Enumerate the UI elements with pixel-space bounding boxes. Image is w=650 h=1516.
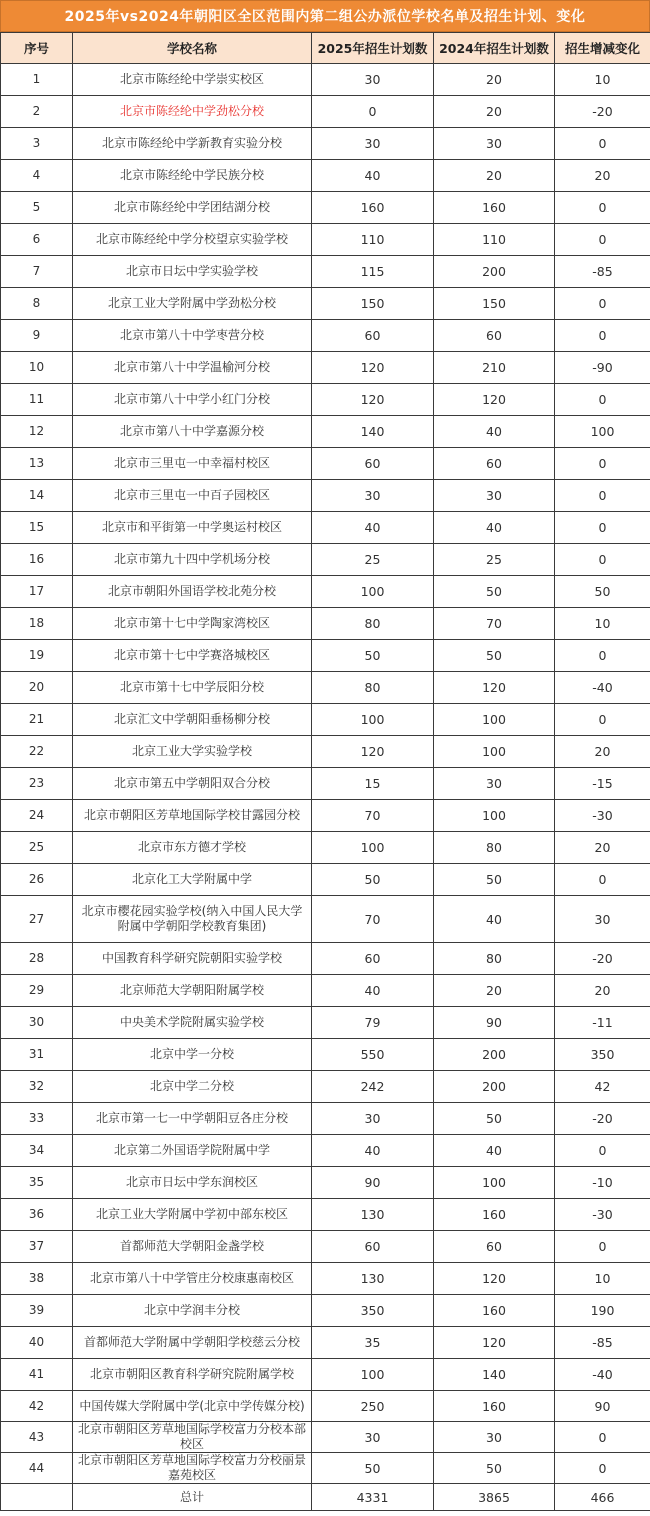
- row-plan-2025: 30: [312, 1422, 434, 1453]
- row-school-name: 首都师范大学朝阳金盏学校: [73, 1231, 312, 1263]
- row-index: 29: [1, 975, 73, 1007]
- row-school-name: 北京市第八十中学温榆河分校: [73, 352, 312, 384]
- table-title: 2025年vs2024年朝阳区全区范围内第二组公办派位学校名单及招生计划、变化: [0, 0, 650, 32]
- table-row: [1, 448, 650, 480]
- row-school-name: 北京工业大学附属中学劲松分校: [73, 288, 312, 320]
- row-index: 35: [1, 1167, 73, 1199]
- row-plan-2024: 160: [434, 1295, 555, 1327]
- row-plan-2024: 140: [434, 1359, 555, 1391]
- row-change: 0: [555, 224, 650, 256]
- table-row: [1, 975, 650, 1007]
- row-change: -20: [555, 96, 650, 128]
- table-row: [1, 1039, 650, 1071]
- row-school-name: 北京市陈经纶中学民族分校: [73, 160, 312, 192]
- row-school-name: 北京市朝阳区芳草地国际学校甘露园分校: [73, 800, 312, 832]
- row-plan-2024: 80: [434, 943, 555, 975]
- row-plan-2025: 120: [312, 352, 434, 384]
- row-change: 20: [555, 736, 650, 768]
- row-change: 0: [555, 320, 650, 352]
- row-school-name: 北京工业大学附属中学初中部东校区: [73, 1199, 312, 1231]
- row-plan-2024: 100: [434, 736, 555, 768]
- table-row: [1, 1071, 650, 1103]
- row-school-name: 北京第二外国语学院附属中学: [73, 1135, 312, 1167]
- row-plan-2024: 200: [434, 1039, 555, 1071]
- row-plan-2025: 30: [312, 64, 434, 96]
- row-index: 9: [1, 320, 73, 352]
- row-plan-2024: 50: [434, 576, 555, 608]
- row-school-name: 北京市第一七一中学朝阳豆各庄分校: [73, 1103, 312, 1135]
- row-plan-2025: 80: [312, 608, 434, 640]
- table-row: [1, 608, 650, 640]
- row-plan-2025: 50: [312, 1453, 434, 1484]
- row-school-name: 北京工业大学实验学校: [73, 736, 312, 768]
- header-plan-2025: 2025年招生计划数: [312, 33, 434, 64]
- table-row: [1, 704, 650, 736]
- row-school-name: 北京市和平街第一中学奥运村校区: [73, 512, 312, 544]
- row-school-name: 北京市朝阳区芳草地国际学校富力分校丽景嘉苑校区: [73, 1453, 312, 1484]
- row-change: 30: [555, 896, 650, 943]
- row-change: -10: [555, 1167, 650, 1199]
- row-school-name: 北京市第十七中学赛洛城校区: [73, 640, 312, 672]
- row-change: 20: [555, 160, 650, 192]
- row-school-name: 中国教育科学研究院朝阳实验学校: [73, 943, 312, 975]
- row-index: 13: [1, 448, 73, 480]
- row-plan-2024: 160: [434, 1391, 555, 1422]
- table-row: [1, 768, 650, 800]
- row-plan-2024: 90: [434, 1007, 555, 1039]
- row-change: -11: [555, 1007, 650, 1039]
- row-plan-2024: 50: [434, 1103, 555, 1135]
- row-index: 31: [1, 1039, 73, 1071]
- row-plan-2025: 140: [312, 416, 434, 448]
- total-2024: 3865: [434, 1484, 555, 1511]
- table-row: [1, 224, 650, 256]
- row-change: 10: [555, 1263, 650, 1295]
- table-row: [1, 1391, 650, 1422]
- row-change: -90: [555, 352, 650, 384]
- row-plan-2025: 60: [312, 943, 434, 975]
- row-change: -85: [555, 256, 650, 288]
- row-index: 15: [1, 512, 73, 544]
- table-row: [1, 512, 650, 544]
- table-row: [1, 672, 650, 704]
- row-school-name: 北京市日坛中学实验学校: [73, 256, 312, 288]
- row-plan-2024: 100: [434, 704, 555, 736]
- row-school-name: 北京市第八十中学枣营分校: [73, 320, 312, 352]
- row-index: 14: [1, 480, 73, 512]
- row-school-name: 北京市朝阳区芳草地国际学校富力分校本部校区: [73, 1422, 312, 1453]
- total-2025: 4331: [312, 1484, 434, 1511]
- row-plan-2024: 20: [434, 96, 555, 128]
- row-school-name: 北京市第八十中学小红门分校: [73, 384, 312, 416]
- row-index: 40: [1, 1327, 73, 1359]
- row-index: 16: [1, 544, 73, 576]
- row-plan-2024: 120: [434, 1263, 555, 1295]
- row-plan-2025: 25: [312, 544, 434, 576]
- table-row: [1, 1295, 650, 1327]
- row-plan-2024: 160: [434, 1199, 555, 1231]
- row-school-name: 首都师范大学附属中学朝阳学校慈云分校: [73, 1327, 312, 1359]
- row-plan-2024: 20: [434, 64, 555, 96]
- table-row: [1, 320, 650, 352]
- row-index: 27: [1, 896, 73, 943]
- row-index: 32: [1, 1071, 73, 1103]
- table-row: [1, 160, 650, 192]
- row-index: 36: [1, 1199, 73, 1231]
- table-row: [1, 384, 650, 416]
- row-plan-2024: 60: [434, 1231, 555, 1263]
- row-index: 17: [1, 576, 73, 608]
- header-index: 序号: [1, 33, 73, 64]
- row-plan-2024: 50: [434, 864, 555, 896]
- row-plan-2025: 30: [312, 1103, 434, 1135]
- table-row: [1, 943, 650, 975]
- row-plan-2025: 120: [312, 384, 434, 416]
- row-plan-2024: 40: [434, 512, 555, 544]
- table-row: [1, 1007, 650, 1039]
- row-change: -30: [555, 1199, 650, 1231]
- table-row: [1, 64, 650, 96]
- row-plan-2024: 80: [434, 832, 555, 864]
- row-index: 37: [1, 1231, 73, 1263]
- row-plan-2025: 60: [312, 320, 434, 352]
- row-index: 22: [1, 736, 73, 768]
- row-school-name: 北京市陈经纶中学分校望京实验学校: [73, 224, 312, 256]
- row-plan-2025: 40: [312, 975, 434, 1007]
- row-plan-2024: 100: [434, 800, 555, 832]
- row-index: 4: [1, 160, 73, 192]
- row-plan-2025: 15: [312, 768, 434, 800]
- table-row: [1, 1199, 650, 1231]
- row-plan-2025: 79: [312, 1007, 434, 1039]
- row-plan-2025: 30: [312, 128, 434, 160]
- enrollment-table: [0, 32, 650, 1511]
- row-plan-2025: 40: [312, 160, 434, 192]
- table-row: [1, 736, 650, 768]
- table-row: [1, 864, 650, 896]
- row-index: 11: [1, 384, 73, 416]
- table-row: [1, 576, 650, 608]
- row-change: 0: [555, 704, 650, 736]
- row-index: 33: [1, 1103, 73, 1135]
- row-school-name: 北京中学润丰分校: [73, 1295, 312, 1327]
- table-row: [1, 1135, 650, 1167]
- row-index: 10: [1, 352, 73, 384]
- row-school-name: 北京市第九十四中学机场分校: [73, 544, 312, 576]
- row-change: -20: [555, 943, 650, 975]
- row-index: 25: [1, 832, 73, 864]
- row-plan-2025: 40: [312, 1135, 434, 1167]
- row-plan-2024: 50: [434, 1453, 555, 1484]
- row-change: -30: [555, 800, 650, 832]
- row-plan-2025: 0: [312, 96, 434, 128]
- header-row: [1, 33, 650, 64]
- row-plan-2024: 120: [434, 1327, 555, 1359]
- row-plan-2024: 25: [434, 544, 555, 576]
- row-plan-2025: 60: [312, 448, 434, 480]
- row-change: 0: [555, 512, 650, 544]
- row-plan-2025: 100: [312, 832, 434, 864]
- row-plan-2025: 70: [312, 800, 434, 832]
- row-plan-2024: 110: [434, 224, 555, 256]
- row-plan-2025: 35: [312, 1327, 434, 1359]
- row-plan-2024: 200: [434, 256, 555, 288]
- table-row: [1, 480, 650, 512]
- row-index: 38: [1, 1263, 73, 1295]
- row-index: 41: [1, 1359, 73, 1391]
- table-row: [1, 256, 650, 288]
- row-plan-2025: 100: [312, 576, 434, 608]
- row-school-name: 北京市第十七中学陶家湾校区: [73, 608, 312, 640]
- row-index: 21: [1, 704, 73, 736]
- row-change: 0: [555, 288, 650, 320]
- row-plan-2024: 40: [434, 1135, 555, 1167]
- table-row: [1, 1167, 650, 1199]
- row-index: 5: [1, 192, 73, 224]
- table-row: [1, 128, 650, 160]
- table-row: [1, 832, 650, 864]
- table-row: [1, 1359, 650, 1391]
- row-index: 44: [1, 1453, 73, 1484]
- row-index: 3: [1, 128, 73, 160]
- row-plan-2024: 30: [434, 128, 555, 160]
- row-index: 24: [1, 800, 73, 832]
- row-plan-2025: 40: [312, 512, 434, 544]
- total-row: [1, 1484, 650, 1511]
- row-change: 0: [555, 1422, 650, 1453]
- row-index: 20: [1, 672, 73, 704]
- row-index: 18: [1, 608, 73, 640]
- row-change: -85: [555, 1327, 650, 1359]
- row-change: 0: [555, 384, 650, 416]
- row-school-name: 北京市第十七中学辰阳分校: [73, 672, 312, 704]
- row-plan-2024: 40: [434, 416, 555, 448]
- table-row: [1, 800, 650, 832]
- row-change: 190: [555, 1295, 650, 1327]
- row-change: 10: [555, 64, 650, 96]
- table-body: [1, 64, 650, 1484]
- row-school-name: 北京化工大学附属中学: [73, 864, 312, 896]
- row-index: 6: [1, 224, 73, 256]
- table-row: [1, 1103, 650, 1135]
- row-change: 350: [555, 1039, 650, 1071]
- row-plan-2025: 100: [312, 1359, 434, 1391]
- row-change: 50: [555, 576, 650, 608]
- row-change: 0: [555, 480, 650, 512]
- row-change: 90: [555, 1391, 650, 1422]
- row-school-name: 北京市三里屯一中幸福村校区: [73, 448, 312, 480]
- row-plan-2024: 210: [434, 352, 555, 384]
- row-school-name: 北京市第八十中学管庄分校康惠南校区: [73, 1263, 312, 1295]
- row-plan-2025: 30: [312, 480, 434, 512]
- row-plan-2025: 250: [312, 1391, 434, 1422]
- row-plan-2025: 242: [312, 1071, 434, 1103]
- row-index: 7: [1, 256, 73, 288]
- row-change: -40: [555, 672, 650, 704]
- row-plan-2024: 30: [434, 480, 555, 512]
- table-row: [1, 544, 650, 576]
- row-change: 0: [555, 128, 650, 160]
- row-index: 43: [1, 1422, 73, 1453]
- row-change: 0: [555, 1231, 650, 1263]
- row-plan-2025: 50: [312, 640, 434, 672]
- row-plan-2024: 20: [434, 975, 555, 1007]
- row-index: 2: [1, 96, 73, 128]
- header-change: 招生增减变化: [555, 33, 650, 64]
- row-plan-2024: 150: [434, 288, 555, 320]
- row-plan-2024: 30: [434, 1422, 555, 1453]
- row-school-name: 中央美术学院附属实验学校: [73, 1007, 312, 1039]
- table-row: [1, 1453, 650, 1484]
- row-change: -15: [555, 768, 650, 800]
- row-index: 26: [1, 864, 73, 896]
- row-plan-2025: 60: [312, 1231, 434, 1263]
- table-row: [1, 192, 650, 224]
- row-plan-2025: 110: [312, 224, 434, 256]
- row-plan-2025: 100: [312, 704, 434, 736]
- row-change: 42: [555, 1071, 650, 1103]
- table-row: [1, 352, 650, 384]
- table-row: [1, 96, 650, 128]
- row-change: 0: [555, 1453, 650, 1484]
- table-row: [1, 288, 650, 320]
- row-change: 20: [555, 832, 650, 864]
- total-index: [1, 1484, 73, 1511]
- row-change: 0: [555, 640, 650, 672]
- row-school-name: 北京市朝阳区教育科学研究院附属学校: [73, 1359, 312, 1391]
- row-change: 0: [555, 192, 650, 224]
- row-plan-2024: 200: [434, 1071, 555, 1103]
- row-index: 28: [1, 943, 73, 975]
- row-school-name: 北京市陈经纶中学劲松分校: [73, 96, 312, 128]
- row-plan-2024: 120: [434, 384, 555, 416]
- row-school-name: 北京市第八十中学嘉源分校: [73, 416, 312, 448]
- table-row: [1, 1327, 650, 1359]
- row-school-name: 北京市朝阳外国语学校北苑分校: [73, 576, 312, 608]
- row-school-name: 北京市陈经纶中学团结湖分校: [73, 192, 312, 224]
- row-plan-2025: 80: [312, 672, 434, 704]
- row-school-name: 中国传媒大学附属中学(北京中学传媒分校): [73, 1391, 312, 1422]
- row-school-name: 北京市樱花园实验学校(纳入中国人民大学附属中学朝阳学校教育集团): [73, 896, 312, 943]
- row-plan-2024: 30: [434, 768, 555, 800]
- row-index: 23: [1, 768, 73, 800]
- row-school-name: 北京市陈经纶中学新教育实验分校: [73, 128, 312, 160]
- total-label: 总计: [73, 1484, 312, 1511]
- row-school-name: 北京师范大学朝阳附属学校: [73, 975, 312, 1007]
- row-plan-2024: 100: [434, 1167, 555, 1199]
- row-change: 100: [555, 416, 650, 448]
- row-school-name: 北京市东方德才学校: [73, 832, 312, 864]
- row-change: 0: [555, 448, 650, 480]
- row-plan-2025: 115: [312, 256, 434, 288]
- table-row: [1, 896, 650, 943]
- row-plan-2025: 120: [312, 736, 434, 768]
- row-plan-2025: 550: [312, 1039, 434, 1071]
- row-school-name: 北京市日坛中学东润校区: [73, 1167, 312, 1199]
- row-index: 12: [1, 416, 73, 448]
- row-plan-2024: 70: [434, 608, 555, 640]
- row-school-name: 北京中学一分校: [73, 1039, 312, 1071]
- row-index: 19: [1, 640, 73, 672]
- row-change: 0: [555, 864, 650, 896]
- row-index: 34: [1, 1135, 73, 1167]
- row-plan-2025: 130: [312, 1199, 434, 1231]
- row-change: 10: [555, 608, 650, 640]
- row-school-name: 北京中学二分校: [73, 1071, 312, 1103]
- row-index: 1: [1, 64, 73, 96]
- row-plan-2025: 130: [312, 1263, 434, 1295]
- row-change: -40: [555, 1359, 650, 1391]
- row-plan-2024: 120: [434, 672, 555, 704]
- row-index: 8: [1, 288, 73, 320]
- row-plan-2025: 50: [312, 864, 434, 896]
- row-plan-2024: 50: [434, 640, 555, 672]
- row-plan-2025: 70: [312, 896, 434, 943]
- row-plan-2024: 160: [434, 192, 555, 224]
- row-plan-2024: 60: [434, 448, 555, 480]
- row-school-name: 北京市第五中学朝阳双合分校: [73, 768, 312, 800]
- row-plan-2024: 20: [434, 160, 555, 192]
- row-change: 0: [555, 1135, 650, 1167]
- row-school-name: 北京汇文中学朝阳垂杨柳分校: [73, 704, 312, 736]
- header-school: 学校名称: [73, 33, 312, 64]
- row-plan-2025: 350: [312, 1295, 434, 1327]
- row-change: 20: [555, 975, 650, 1007]
- row-index: 42: [1, 1391, 73, 1422]
- row-plan-2024: 60: [434, 320, 555, 352]
- header-plan-2024: 2024年招生计划数: [434, 33, 555, 64]
- row-index: 30: [1, 1007, 73, 1039]
- row-index: 39: [1, 1295, 73, 1327]
- total-change: 466: [555, 1484, 650, 1511]
- table-row: [1, 416, 650, 448]
- row-change: -20: [555, 1103, 650, 1135]
- row-change: 0: [555, 544, 650, 576]
- table-row: [1, 1263, 650, 1295]
- table-row: [1, 1422, 650, 1453]
- row-school-name: 北京市陈经纶中学崇实校区: [73, 64, 312, 96]
- row-plan-2025: 160: [312, 192, 434, 224]
- row-school-name: 北京市三里屯一中百子园校区: [73, 480, 312, 512]
- table-row: [1, 1231, 650, 1263]
- row-plan-2025: 90: [312, 1167, 434, 1199]
- row-plan-2024: 40: [434, 896, 555, 943]
- table-row: [1, 640, 650, 672]
- row-plan-2025: 150: [312, 288, 434, 320]
